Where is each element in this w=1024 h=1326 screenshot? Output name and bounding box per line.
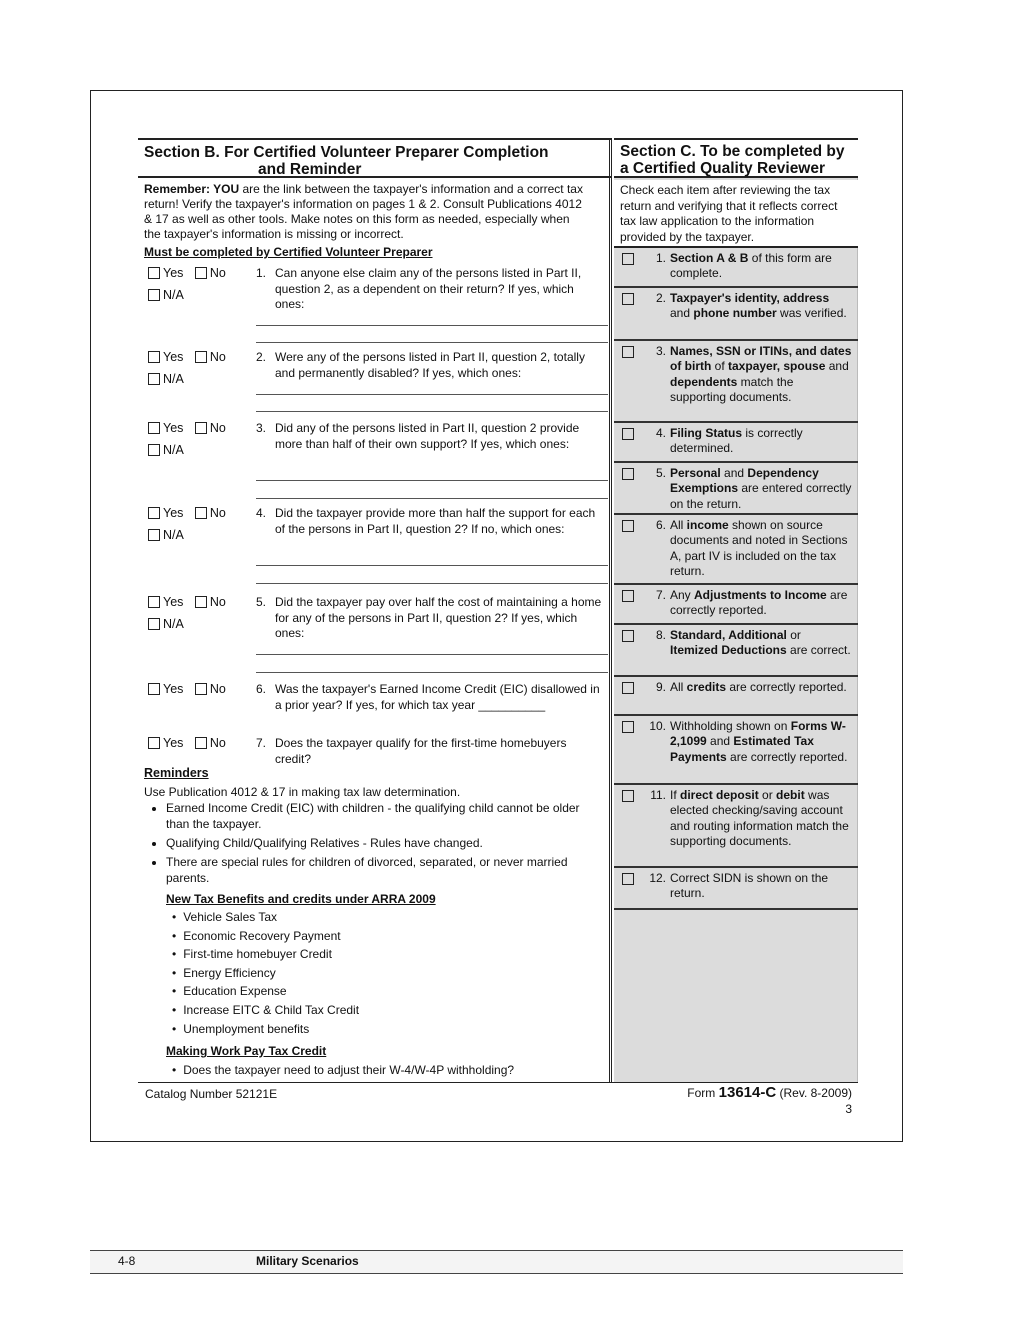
q7-no-checkbox[interactable] [195,737,207,749]
section-c [614,138,858,1082]
no-label: No [209,350,226,364]
review-item-text: Standard, Additional or Itemized Deductions are correct. [670,628,851,658]
q3-na-option[interactable] [148,443,184,457]
q6-text: Was the taxpayer's Earned Income Credit (EIC) disallowed in a prior year? If yes, for which tax year __________ [275,682,600,712]
q1-na-option[interactable] [148,288,184,302]
review-item-3 [614,341,858,423]
q1-yes-no [148,266,234,280]
q5-answer-line-2[interactable] [256,672,608,673]
review-item-checkbox[interactable] [622,428,634,440]
q7-yes-no [148,736,234,750]
review-item-checkbox[interactable] [622,468,634,480]
q7-number: 7. [256,736,267,750]
no-label: No [209,421,226,435]
q7-no-option[interactable] [195,736,226,750]
form-revision: (Rev. 8-2009) [776,1086,852,1100]
q2-yes-checkbox[interactable] [148,351,160,363]
q3-na-checkbox[interactable] [148,444,160,456]
q3-answer-line-2[interactable] [256,498,608,499]
q4-answer-line-2[interactable] [256,583,608,584]
q4-no-option[interactable] [195,506,226,520]
q2-answer-line-2[interactable] [256,411,608,412]
review-item-text: If direct deposit or debit was elected checking/saving account and routing information match the supporting documents. [670,788,849,848]
arra-item: • Energy Efficiency [186,964,359,983]
review-item-5 [614,463,858,515]
q6-yes-checkbox[interactable] [148,683,160,695]
review-item-number: 4. [655,426,666,440]
q5-no-option[interactable] [195,595,226,609]
must-complete-heading: Must be completed by Certified Volunteer Preparer [144,245,433,259]
arra-item: • Economic Recovery Payment [186,927,359,946]
q1-answer-line-1[interactable] [256,325,608,326]
section-c-title [614,138,858,178]
arra-item: • First-time homebuyer Credit [186,945,359,964]
q2-text: Were any of the persons listed in Part II, question 2, totally and permanently disabled? If yes, which ones: [275,350,585,380]
q6-no-checkbox[interactable] [195,683,207,695]
q6-no-option[interactable] [195,682,226,696]
q7-yes-checkbox[interactable] [148,737,160,749]
review-item-text: All credits are correctly reported. [670,680,847,694]
q4-yes-checkbox[interactable] [148,507,160,519]
q6-yes-no [148,682,234,696]
arra-item: • Vehicle Sales Tax [186,908,359,927]
q1-no-checkbox[interactable] [195,267,207,279]
review-item-text: Section A & B of this form are complete. [670,251,832,281]
q5-text: Did the taxpayer pay over half the cost of maintaining a home for any of the persons in Part II, question 2? If yes, which ones: [275,595,602,640]
review-item-text: Correct SIDN is shown on the return. [670,871,829,901]
reminder-item: • There are special rules for children of divorced, separated, or never married parents. [166,854,604,886]
na-label: N/A [163,443,184,457]
section-c-title-line2: a Certified Quality Reviewer [620,160,826,177]
q4-number: 4. [256,506,267,520]
reminders-intro: Use Publication 4012 & 17 in making tax law determination. [144,785,461,799]
q5-number: 5. [256,595,267,609]
review-item-checkbox[interactable] [622,253,634,265]
q5-na-checkbox[interactable] [148,618,160,630]
review-item-checkbox[interactable] [622,790,634,802]
q2-number: 2. [256,350,267,364]
reminders-heading: Reminders [144,766,209,780]
review-item-4 [614,423,858,463]
q6-number: 6. [256,682,267,696]
review-item-text: Withholding shown on Forms W-2,1099 and Estimated Tax Payments are correctly reported. [670,719,848,764]
na-label: N/A [163,288,184,302]
review-item-text: Names, SSN or ITINs, and dates of birth of taxpayer, spouse and dependents match the supporting documents. [670,344,852,404]
arra-list [166,908,359,1038]
review-item-text: Personal and Dependency Exemptions are entered correctly on the return. [670,466,852,511]
q3-text: Did any of the persons listed in Part II, question 2 provide more than half of their own support? If yes, which ones: [275,421,580,451]
section-b-title-line2: and Reminder [258,161,362,178]
review-item-checkbox[interactable] [622,630,634,642]
q1-answer-line-2[interactable] [256,342,608,343]
review-item-10 [614,716,858,785]
review-item-number: 6. [655,518,666,532]
review-item-number: 10. [649,719,666,733]
q4-yes-option[interactable] [148,506,183,520]
arra-item: • Increase EITC & Child Tax Credit [186,1001,359,1020]
q4-no-checkbox[interactable] [195,507,207,519]
review-item-2 [614,288,858,341]
q2-yes-option[interactable] [148,350,183,364]
na-label: N/A [163,617,184,631]
q5-yes-no [148,595,234,609]
q7-text: Does the taxpayer qualify for the first-time homebuyers credit? [275,736,567,766]
review-item-checkbox[interactable] [622,873,634,885]
review-item-7 [614,585,858,625]
form-13614-c [138,138,858,1116]
q1-no-option[interactable] [195,266,226,280]
review-item-number: 8. [655,628,666,642]
no-label: No [209,506,226,520]
page-footer [90,1250,903,1274]
q5-no-checkbox[interactable] [195,596,207,608]
reminder-item: • Qualifying Child/Qualifying Relatives - Rules have changed. [166,835,604,851]
arra-heading: New Tax Benefits and credits under ARRA 2009 [166,892,436,906]
form-prefix: Form [687,1086,719,1100]
q6-yes-option[interactable] [148,682,183,696]
review-item-number: 12. [649,871,666,885]
review-item-number: 11. [650,788,666,802]
section-b-title-line1: Section B. For Certified Volunteer Preparer Completion [144,144,549,161]
section-b [138,138,612,1082]
q4-answer-line-1[interactable] [256,565,608,566]
mwp-item: • Does the taxpayer need to adjust their W-4/W-4P withholding? [186,1061,514,1080]
mwp-heading: Making Work Pay Tax Credit [166,1044,327,1058]
reminder-item: • Earned Income Credit (EIC) with children - the qualifying child cannot be older than the taxpayer. [166,800,604,832]
q3-no-checkbox[interactable] [195,422,207,434]
q2-no-checkbox[interactable] [195,351,207,363]
yes-label: Yes [163,736,184,750]
q2-yes-no [148,350,234,364]
q1-yes-checkbox[interactable] [148,267,160,279]
review-item-9 [614,677,858,716]
yes-label: Yes [163,506,184,520]
yes-label: Yes [163,595,184,609]
q4-text: Did the taxpayer provide more than half the support for each of the persons in Part II, question 2? If no, which ones: [275,506,596,536]
form-page-number: 3 [845,1102,852,1116]
q3-number: 3. [256,421,267,435]
na-label: N/A [163,372,184,386]
q1-text: Can anyone else claim any of the persons listed in Part II, question 2, as a dependent on their return? If yes, which ones: [275,266,582,311]
reminders-body [144,784,604,889]
page-number: 4-8 [118,1254,136,1268]
review-item-text: Filing Status is correctly determined. [670,426,803,456]
form-footer [138,1082,858,1123]
chapter-title: Military Scenarios [256,1254,359,1268]
q2-no-option[interactable] [195,350,226,364]
section-c-intro: Check each item after reviewing the tax return and verifying that it reflects correct tax law application to the information provided by the taxpayer. [614,180,858,248]
q4-yes-no [148,506,234,520]
q3-yes-option[interactable] [148,421,183,435]
yes-label: Yes [163,350,184,364]
arra-item: • Education Expense [186,982,359,1001]
review-item-text: Any Adjustments to Income are correctly reported. [670,588,848,618]
review-item-12 [614,868,858,910]
q2-na-checkbox[interactable] [148,373,160,385]
section-b-title [138,138,612,178]
no-label: No [209,736,226,750]
review-item-number: 2. [655,291,666,305]
yes-label: Yes [163,421,184,435]
no-label: No [209,595,226,609]
form-number: 13614-C [718,1084,777,1101]
q3-yes-checkbox[interactable] [148,422,160,434]
q7-yes-option[interactable] [148,736,183,750]
review-item-text: Taxpayer's identity, address and phone number was verified. [670,291,847,321]
na-label: N/A [163,528,184,542]
review-item-checkbox[interactable] [622,682,634,694]
review-item-checkbox[interactable] [622,293,634,305]
q5-yes-option[interactable] [148,595,183,609]
review-item-checkbox[interactable] [622,721,634,733]
review-item-8 [614,625,858,677]
review-item-number: 1. [655,251,666,265]
yes-label: Yes [163,682,184,696]
q4-na-checkbox[interactable] [148,529,160,541]
yes-label: Yes [163,266,184,280]
review-item-checkbox[interactable] [622,346,634,358]
q1-yes-option[interactable] [148,266,183,280]
q3-answer-line-1[interactable] [256,480,608,481]
no-label: No [209,682,226,696]
catalog-number: Catalog Number 52121E [145,1087,278,1101]
review-item-6 [614,515,858,585]
review-item-number: 7. [655,588,666,602]
q3-yes-no [148,421,234,435]
section-c-title-line1: Section C. To be completed by [620,143,845,160]
q5-answer-line-1[interactable] [256,654,608,655]
q5-na-option[interactable] [148,617,184,631]
mwp-list [166,1061,514,1080]
remember-lead: Remember: YOU [144,182,240,196]
arra-item: • Unemployment benefits [186,1020,359,1039]
q5-yes-checkbox[interactable] [148,596,160,608]
q1-na-checkbox[interactable] [148,289,160,301]
review-item-1 [614,248,858,288]
remember-paragraph [144,182,584,242]
q2-na-option[interactable] [148,372,184,386]
reminders-list [144,800,604,886]
q1-number: 1. [256,266,267,280]
no-label: No [209,266,226,280]
form-number-block [687,1085,852,1117]
review-item-checkbox[interactable] [622,590,634,602]
review-item-number: 5. [655,466,666,480]
q3-no-option[interactable] [195,421,226,435]
review-item-text: All income shown on source documents and noted in Sections A, part IV is included on the tax return. [670,518,848,578]
review-item-number: 3. [655,344,666,358]
review-item-11 [614,785,858,868]
q2-answer-line-1[interactable] [256,394,608,395]
remember-text: are the link between the taxpayer's information and a correct tax return! Verify the taxpayer's information on pages 1 & 2. Consult Publications 4012 & 17 as well as other tools. Make notes on this form as needed, especially when the taxpayer's information is missing or incorrect. [144,182,583,241]
review-item-number: 9. [655,680,666,694]
review-item-checkbox[interactable] [622,520,634,532]
q4-na-option[interactable] [148,528,184,542]
